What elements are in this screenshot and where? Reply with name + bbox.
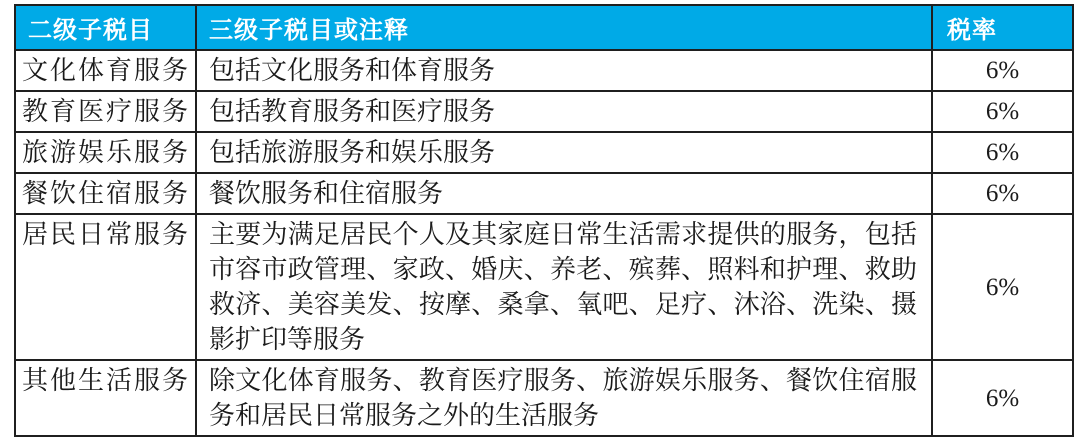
rate-cell: 6% [932,50,1073,91]
category-cell: 文化体育服务 [15,50,196,91]
note-cell: 包括教育服务和医疗服务 [196,91,932,132]
rate-cell: 6% [932,360,1073,436]
table-row [15,91,1073,132]
table-body [15,50,1073,436]
note-cell: 包括文化服务和体育服务 [196,50,932,91]
rate-cell: 6% [932,214,1073,360]
category-cell: 其他生活服务 [15,360,196,436]
category-cell: 居民日常服务 [15,214,196,360]
table-row [15,214,1073,360]
table-row [15,360,1073,436]
note-cell: 主要为满足居民个人及其家庭日常生活需求提供的服务，包括市容市政管理、家政、婚庆、养老、殡葬、照料和护理、救助救济、美容美发、按摩、桑拿、氧吧、足疗、沐浴、洗染、摄影扩印等服务 [196,214,932,360]
category-cell: 旅游娱乐服务 [15,132,196,173]
tax-rate-table [14,4,1074,437]
note-cell: 餐饮服务和住宿服务 [196,173,932,214]
category-cell: 教育医疗服务 [15,91,196,132]
category-cell: 餐饮住宿服务 [15,173,196,214]
column-header-sub-tax-item: 二级子税目 [15,5,196,50]
table-row [15,50,1073,91]
tax-rate-table-container [14,4,1074,437]
column-header-tax-rate: 税率 [932,5,1073,50]
table-row [15,132,1073,173]
note-cell: 除文化体育服务、教育医疗服务、旅游娱乐服务、餐饮住宿服务和居民日常服务之外的生活服务 [196,360,932,436]
rate-cell: 6% [932,91,1073,132]
rate-cell: 6% [932,132,1073,173]
column-header-note: 三级子税目或注释 [196,5,932,50]
table-row [15,173,1073,214]
header-row [15,5,1073,50]
rate-cell: 6% [932,173,1073,214]
note-cell: 包括旅游服务和娱乐服务 [196,132,932,173]
table-header [15,5,1073,50]
